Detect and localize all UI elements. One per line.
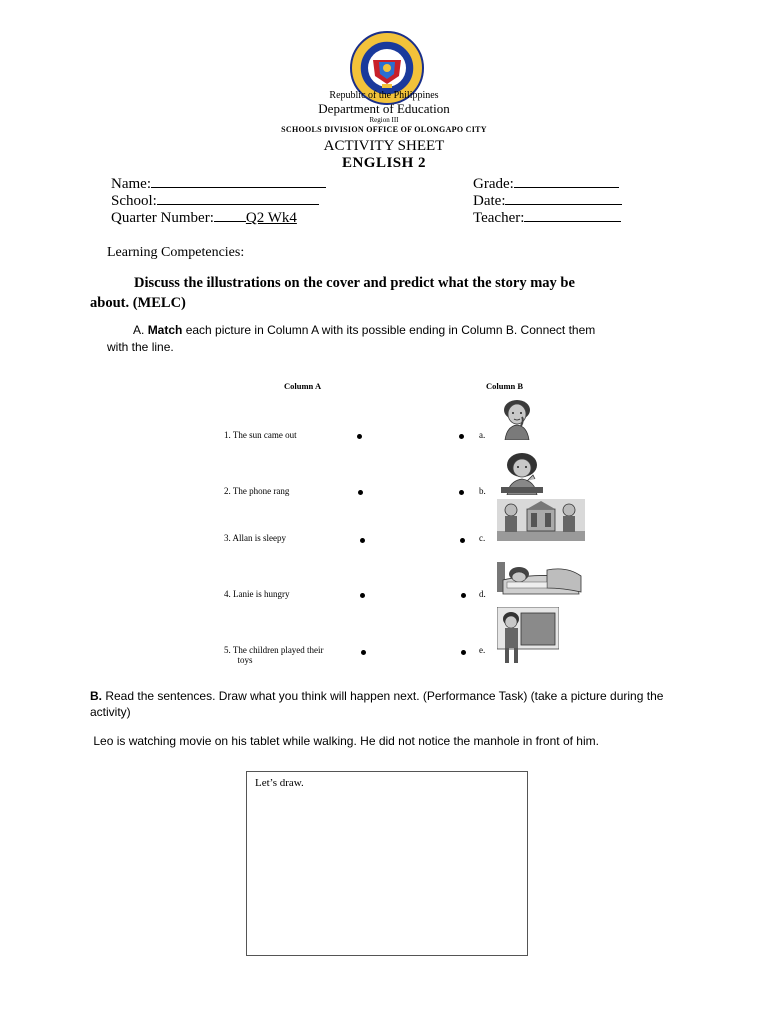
girl-thinking-image: [497, 398, 537, 440]
competency-line-2: about. (MELC): [90, 295, 186, 311]
girl-at-table-image: [497, 451, 547, 495]
teacher-field: [473, 207, 621, 227]
part-b-marker: B.: [90, 689, 102, 703]
column-a-dot-3[interactable]: [360, 538, 365, 543]
department-heading: Department of Education: [318, 101, 450, 116]
column-b-letter-c: c.: [479, 533, 486, 543]
column-a-item-5: 5. The children played their toys: [224, 645, 324, 665]
part-b-text: Read the sentences. Draw what you think will happen next. (Performance Task) (take a picture during the activity): [90, 689, 664, 719]
name-blank[interactable]: [151, 173, 326, 188]
column-a-item-2: 2. The phone rang: [224, 486, 290, 496]
teacher-blank[interactable]: [524, 207, 621, 222]
column-b-dot-b[interactable]: [459, 490, 464, 495]
column-b-letter-b: b.: [479, 486, 486, 496]
drawing-box[interactable]: [246, 771, 528, 956]
column-b-letter-d: d.: [479, 589, 486, 599]
grade-label: Grade:: [473, 176, 514, 192]
part-b-instructions: [90, 688, 700, 720]
column-b-dot-e[interactable]: [461, 650, 466, 655]
column-a-dot-1[interactable]: [357, 434, 362, 439]
republic-heading: Republic of the Philippines: [329, 90, 439, 101]
competency-text: [90, 273, 660, 313]
story-sentence: Leo is watching movie on his tablet while walking. He did not notice the manhole in front of him.: [93, 734, 599, 748]
division-heading: SCHOOLS DIVISION OFFICE OF OLONGAPO CITY: [281, 125, 487, 134]
column-a-item-4: 4. Lanie is hungry: [224, 589, 290, 599]
column-b-dot-d[interactable]: [461, 593, 466, 598]
column-b-dot-c[interactable]: [460, 538, 465, 543]
sheet-title: ACTIVITY SHEET: [323, 138, 445, 154]
competencies-heading: Learning Competencies:: [107, 245, 245, 260]
teacher-label: Teacher:: [473, 210, 525, 226]
boy-in-bed-image: [497, 558, 585, 598]
subject-title: ENGLISH 2: [341, 155, 427, 171]
story-text: [90, 733, 700, 749]
quarter-blank[interactable]: [214, 207, 246, 222]
grade-blank[interactable]: [514, 173, 619, 188]
part-a-instructions: [107, 322, 682, 356]
quarter-value: Q2 Wk4: [245, 210, 297, 226]
date-label: Date:: [473, 193, 506, 209]
school-label: School:: [111, 193, 157, 209]
column-a-dot-5[interactable]: [361, 650, 366, 655]
column-b-letter-e: e.: [479, 645, 486, 655]
column-b-dot-a[interactable]: [459, 434, 464, 439]
children-playing-image: [497, 499, 585, 541]
region-heading: Region III: [369, 116, 399, 124]
part-a-line2: with the line.: [107, 340, 174, 354]
name-label: Name:: [111, 176, 151, 192]
quarter-field: [111, 207, 297, 227]
quarter-label: Quarter Number:: [111, 210, 214, 226]
column-a-header: Column A: [284, 381, 322, 391]
column-a-dot-2[interactable]: [358, 490, 363, 495]
part-a-line1: each picture in Column A with its possible ending in Column B. Connect them: [185, 323, 596, 337]
part-a-marker: A.: [133, 323, 145, 337]
column-a-item-1: 1. The sun came out: [224, 430, 297, 440]
date-blank[interactable]: [505, 190, 622, 205]
column-a-dot-4[interactable]: [360, 593, 365, 598]
school-blank[interactable]: [157, 190, 319, 205]
column-a-item-3: 3. Allan is sleepy: [224, 533, 286, 543]
competency-line-1: Discuss the illustrations on the cover and predict what the story may be: [134, 275, 575, 291]
girl-at-window-image: [497, 607, 559, 665]
drawing-box-label: Let’s draw.: [255, 777, 304, 789]
part-a-keyword: Match: [147, 323, 183, 337]
column-b-header: Column B: [486, 381, 524, 391]
column-b-letter-a: a.: [479, 430, 486, 440]
